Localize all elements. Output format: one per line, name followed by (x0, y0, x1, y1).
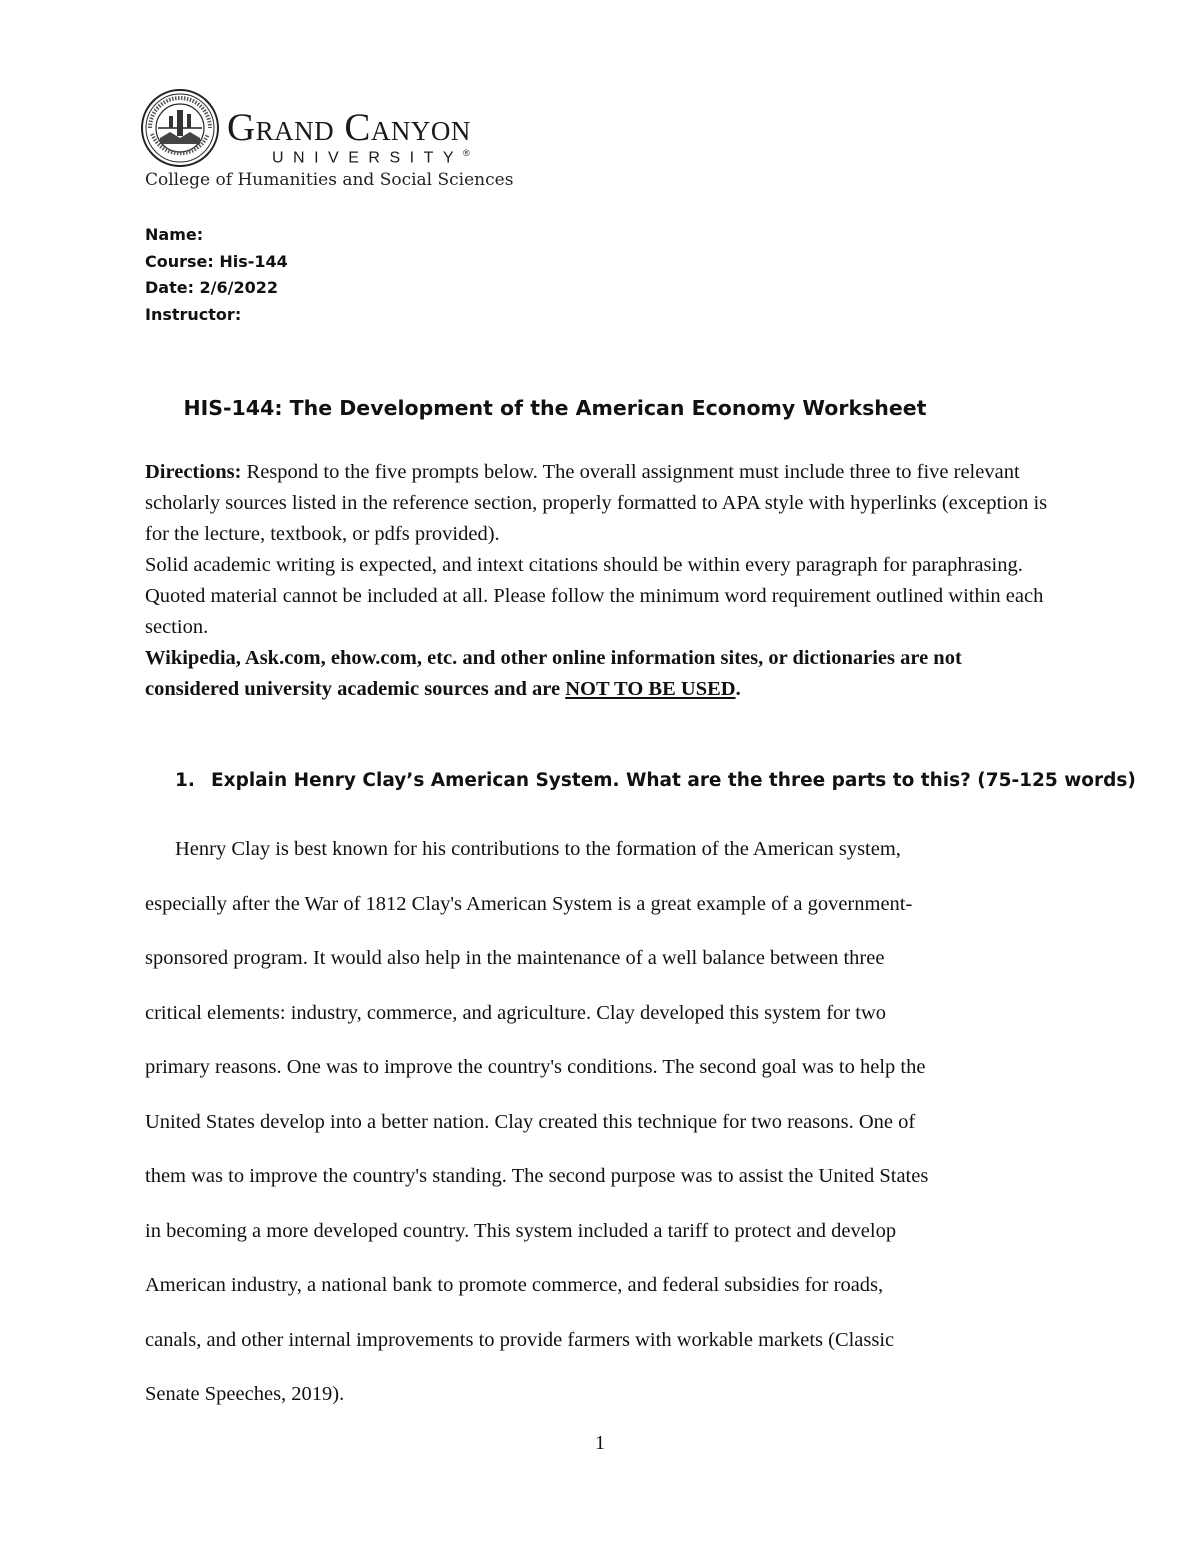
directions-paragraph-2: Solid academic writing is expected, and intext citations should be within every paragraph for paraphrasing. Quoted material cannot be included at all. Please follow the minimum word requirement outlined within each section. (145, 554, 1044, 638)
answer-line: American industry, a national bank to promote commerce, and federal subsidies for roads, (145, 1274, 884, 1296)
document-title: HIS-144: The Development of the American Economy Worksheet (183, 396, 927, 420)
answer-line: Senate Speeches, 2019). (145, 1383, 345, 1405)
answer-line: primary reasons. One was to improve the country's conditions. The second goal was to help the (145, 1056, 926, 1078)
sources-warning: Wikipedia, Ask.com, ehow.com, etc. and other online information sites, or dictionaries are not considered university academic sources and are NOT TO BE USED. (145, 647, 962, 700)
university-seal-icon (140, 88, 220, 168)
info-block (145, 222, 288, 328)
answer-line: them was to improve the country's standing. The second purpose was to assist the United States (145, 1165, 929, 1187)
name-field: Name: (145, 225, 204, 244)
question-number: 1. (175, 770, 195, 791)
directions-text-1: Respond to the five prompts below. The overall assignment must include three to five relevant scholarly sources listed in the reference section, properly formatted to APA style with hyperlinks (exception is for the lecture, textbook, or pdfs provided). (145, 461, 1048, 545)
answer-line: critical elements: industry, commerce, and agriculture. Clay developed this system for two (145, 1001, 887, 1024)
page-number: 1 (595, 1432, 605, 1454)
date-field: Date: 2/6/2022 (145, 278, 279, 297)
question-1 (175, 770, 1136, 791)
trademark: ® (463, 148, 470, 158)
directions-block (145, 457, 1055, 705)
answer-line: especially after the War of 1812 Clay's American System is a great example of a government- (145, 892, 913, 915)
university-subname: UNIVERSITY® (272, 148, 470, 167)
college-name: College of Humanities and Social Sciences (145, 170, 514, 190)
answer-line: Henry Clay is best known for his contributions to the formation of the American system, (175, 838, 901, 860)
course-field: Course: His-144 (145, 251, 288, 271)
not-to-be-used: NOT TO BE USED (565, 678, 736, 700)
answer-1 (145, 822, 1057, 1422)
answer-line: canals, and other internal improvements to provide farmers with workable markets (Classic (145, 1328, 895, 1351)
directions-label: Directions: (145, 461, 242, 483)
answer-line: sponsored program. It would also help in the maintenance of a well balance between three (145, 947, 885, 969)
answer-line: United States develop into a better nation. Clay created this technique for two reasons. One of (145, 1110, 916, 1133)
university-name: Grand Canyon (227, 106, 471, 149)
instructor-field: Instructor: (145, 304, 242, 324)
directions-paragraph-1 (145, 457, 1055, 550)
answer-line: in becoming a more developed country. This system included a tariff to protect and develop (145, 1219, 897, 1242)
question-text: Explain Henry Clay’s American System. What are the three parts to this? (75-125 words) (211, 770, 1136, 791)
